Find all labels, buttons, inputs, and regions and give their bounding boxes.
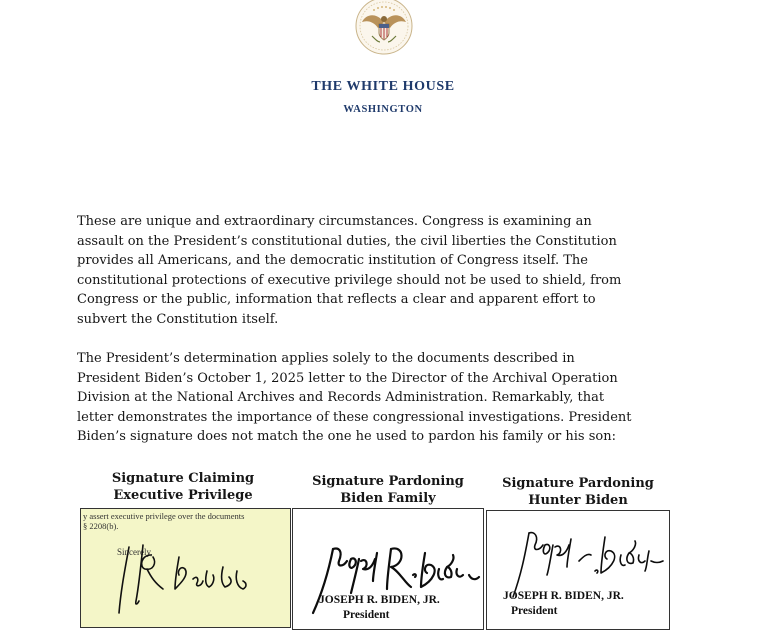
signer-name: JOSEPH R. BIDEN, JR. <box>503 590 624 602</box>
signature-heading-hunter-biden <box>488 475 668 509</box>
signer-name: JOSEPH R. BIDEN, JR. <box>319 594 440 606</box>
heading-line: Executive Privilege <box>113 488 253 503</box>
paragraph-line: constitutional protections of executive privilege should not be used to shield, from <box>77 272 622 288</box>
paragraph-line: President Biden’s October 1, 2025 letter to the Director of the Archival Operation <box>77 370 618 386</box>
presidential-seal-icon <box>348 0 420 60</box>
paragraph-line: letter demonstrates the importance of these congressional investigations. President <box>77 409 632 425</box>
paragraph-line: The President’s determination applies solely to the documents described in <box>77 351 575 366</box>
closing-text: Sincerely, <box>117 547 153 557</box>
signature-heading-biden-family <box>293 473 483 507</box>
snippet-line: § 2208(b). <box>83 521 119 531</box>
signature-box-biden-family <box>292 508 484 630</box>
paragraph-circumstances <box>77 212 677 330</box>
paragraph-line: subvert the Constitution itself. <box>77 311 279 327</box>
heading-line: Hunter Biden <box>528 493 628 508</box>
signature-box-hunter-biden <box>486 510 670 630</box>
autopen-signature-icon <box>81 509 290 627</box>
heading-line: Signature Pardoning <box>312 474 464 489</box>
paragraph-line: Biden’s signature does not match the one he used to pardon his family or his son: <box>77 429 616 445</box>
paragraph-line: provides all Americans, and the democratic institution of Congress itself. The <box>77 253 588 269</box>
snippet-line: y assert executive privilege over the documents <box>83 511 245 521</box>
signature-heading-executive-privilege <box>98 470 268 504</box>
paragraph-line: Congress or the public, information that reflects a clear and apparent effort to <box>77 292 596 308</box>
paragraph-line: assault on the President’s constitutional duties, the civil liberties the Constitution <box>77 233 617 249</box>
signature-box-executive-privilege <box>80 508 291 628</box>
signer-title: President <box>343 609 390 621</box>
paragraph-line: Division at the National Archives and Records Administration. Remarkably, that <box>77 390 605 406</box>
paragraph-line: These are unique and extraordinary circumstances. Congress is examining an <box>77 214 592 229</box>
signer-title: President <box>511 605 558 617</box>
heading-line: Signature Pardoning <box>502 476 654 491</box>
letterhead-subtitle: WASHINGTON <box>343 104 423 115</box>
heading-line: Signature Claiming <box>111 471 255 486</box>
heading-line: Biden Family <box>340 491 436 506</box>
letterhead-title: THE WHITE HOUSE <box>311 79 455 94</box>
paragraph-determination <box>77 349 677 447</box>
